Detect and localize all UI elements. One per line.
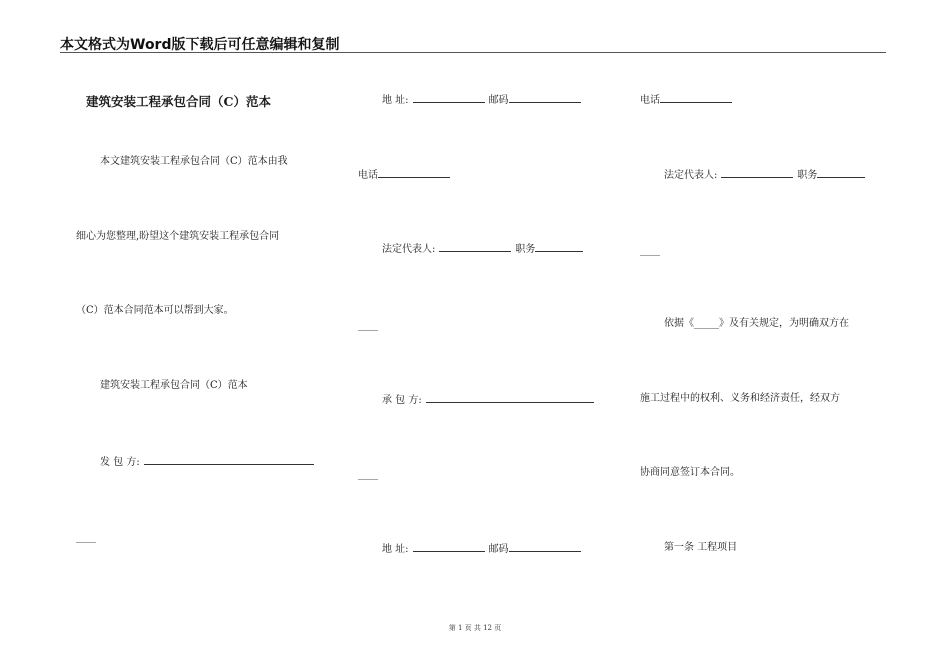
phone-label-2: 电话 <box>640 95 660 106</box>
legal-rep-blank-2 <box>721 168 793 178</box>
legal-rep-field-2 <box>664 168 865 182</box>
postcode-blank-1 <box>509 93 581 103</box>
page-number: 第 1 页 共 12 页 <box>448 624 502 632</box>
basis-line-2: 施工过程中的权利、义务和经济责任，经双方 <box>640 393 840 404</box>
col3-blank: ____ <box>640 245 660 256</box>
address-label-1: 地 址: <box>382 95 409 106</box>
document-title: 建筑安装工程承包合同（C）范本 <box>86 94 271 109</box>
phone-field-2 <box>640 93 732 107</box>
page-header-title: 本文格式为Word版下载后可任意编辑和复制 <box>60 37 340 53</box>
phone-label-1: 电话 <box>358 170 378 181</box>
contractor-blank-line <box>144 455 314 465</box>
postcode-blank-2 <box>509 542 581 552</box>
legal-rep-blank-1 <box>439 242 511 252</box>
intro-line-2: 细心为您整理,盼望这个建筑安装工程承包合同 <box>76 231 280 242</box>
col2-blank-1: ____ <box>358 320 378 331</box>
col2-blank-2: ____ <box>358 469 378 480</box>
legal-rep-field-1 <box>382 242 583 256</box>
address-label-2: 地 址: <box>382 544 409 555</box>
legal-rep-label-1: 法定代表人: <box>382 244 436 255</box>
intro-line-1: 本文建筑安装工程承包合同（C）范本由我 <box>100 156 288 167</box>
contractee-label: 承 包 方: <box>382 395 422 406</box>
phone-field-1 <box>358 168 450 182</box>
article-1-heading: 第一条 工程项目 <box>664 542 738 553</box>
position-blank-1 <box>535 242 583 252</box>
contractor-label: 发 包 方: <box>100 457 140 468</box>
position-label-1: 职务 <box>515 244 536 255</box>
contractor-field <box>100 455 314 469</box>
legal-rep-label-2: 法定代表人: <box>664 170 718 181</box>
address-blank-1 <box>413 93 485 103</box>
contract-subtitle: 建筑安装工程承包合同（C）范本 <box>100 380 248 391</box>
phone-blank-1 <box>378 168 450 178</box>
contractee-field <box>382 393 594 407</box>
address-field-1 <box>382 93 581 107</box>
basis-line-1: 依据《_____》及有关规定，为明确双方在 <box>664 318 849 329</box>
position-blank-2 <box>817 168 865 178</box>
intro-line-3: （C）范本合同范本可以帮到大家。 <box>76 305 234 316</box>
address-blank-2 <box>413 542 485 552</box>
header-divider <box>60 52 886 53</box>
contractee-blank-line <box>426 393 594 403</box>
phone-blank-2 <box>660 93 732 103</box>
basis-line-3: 协商同意签订本合同。 <box>640 467 740 478</box>
col1-blank: ____ <box>76 532 96 543</box>
postcode-label-1: 邮码 <box>488 95 509 106</box>
position-label-2: 职务 <box>797 170 818 181</box>
address-field-2 <box>382 542 581 556</box>
postcode-label-2: 邮码 <box>488 544 509 555</box>
